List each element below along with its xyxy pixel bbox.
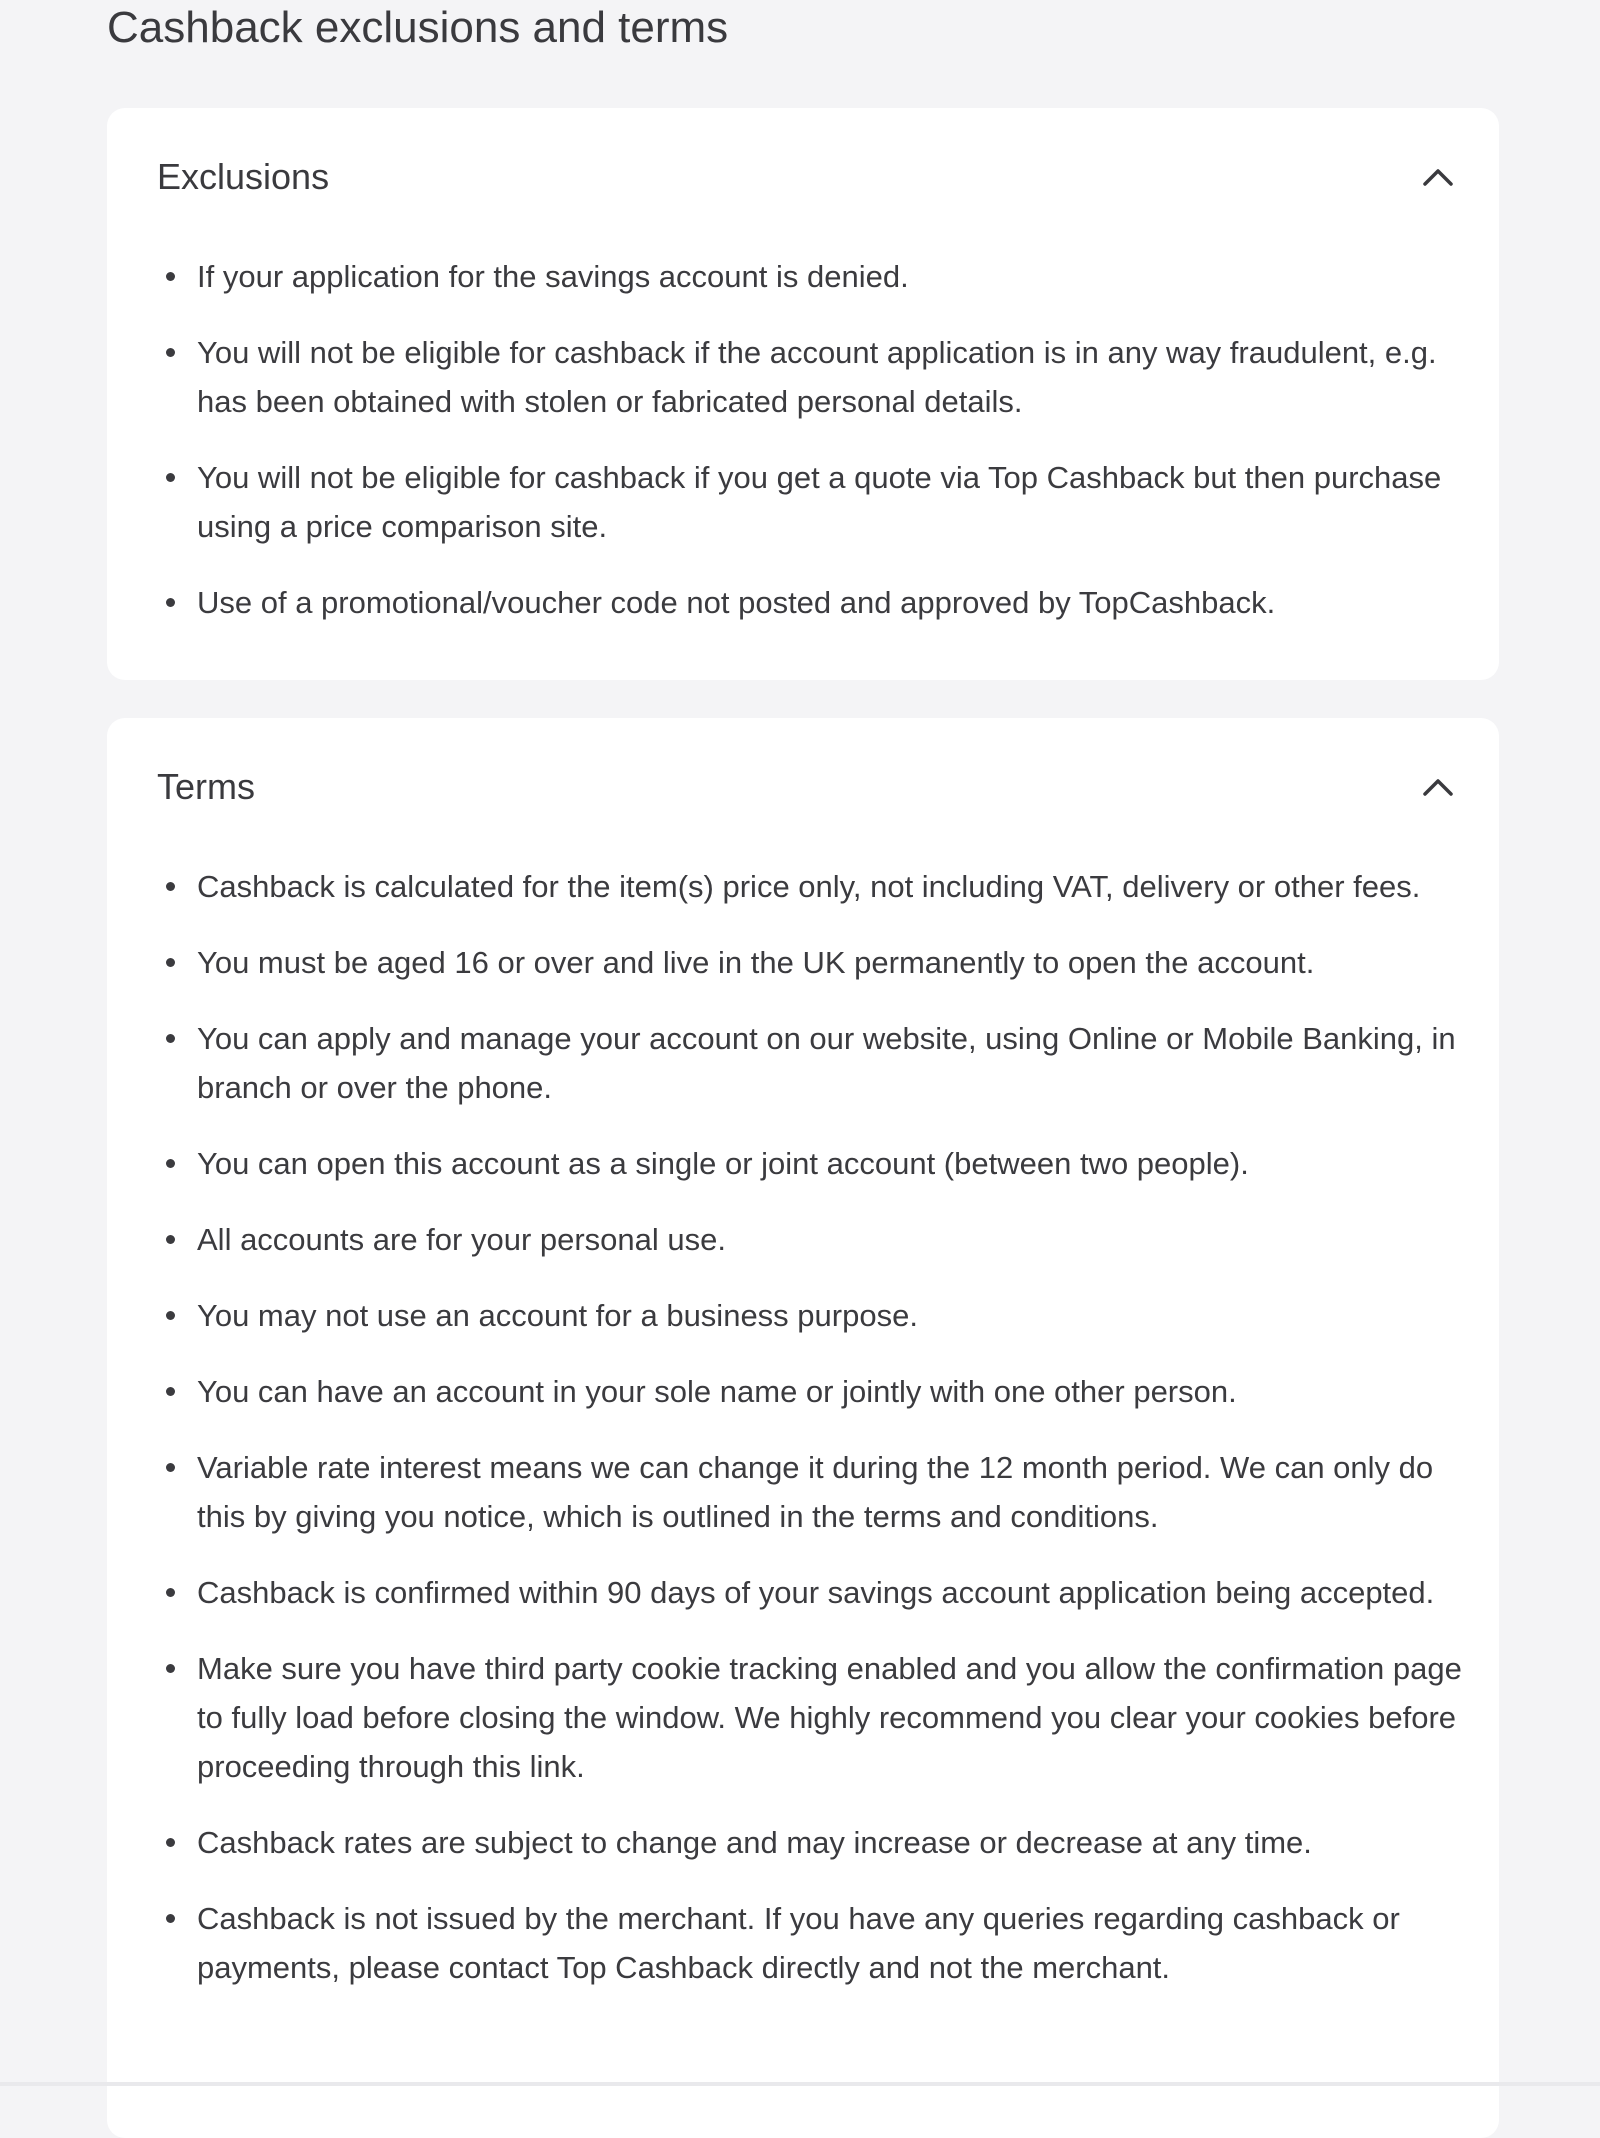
page-title: Cashback exclusions and terms: [107, 3, 729, 52]
terms-title: Terms: [157, 766, 255, 807]
list-item: You can have an account in your sole name or jointly with one other person.: [157, 1367, 1463, 1416]
exclusions-card: [107, 108, 1499, 680]
list-item: You must be aged 16 or over and live in the UK permanently to open the account.: [157, 938, 1463, 987]
terms-card: [107, 718, 1499, 2138]
list-item: You may not use an account for a business purpose.: [157, 1291, 1463, 1340]
list-item: You will not be eligible for cashback if you get a quote via Top Cashback but then purchase using a price comparison site.: [157, 453, 1463, 551]
list-item: Cashback rates are subject to change and may increase or decrease at any time.: [157, 1818, 1463, 1867]
list-item: You will not be eligible for cashback if the account application is in any way fraudulent, e.g. has been obtained with stolen or fabricated personal details.: [157, 328, 1463, 426]
list-item: All accounts are for your personal use.: [157, 1215, 1463, 1264]
list-item: You can open this account as a single or joint account (between two people).: [157, 1139, 1463, 1188]
list-item: Cashback is not issued by the merchant. If you have any queries regarding cashback or payments, please contact Top Cashback directly and not the merchant.: [157, 1894, 1463, 1992]
exclusions-header[interactable]: [157, 152, 1463, 202]
list-item: If your application for the savings account is denied.: [157, 252, 1463, 301]
chevron-up-icon[interactable]: [1413, 762, 1463, 812]
exclusions-list: [157, 252, 1463, 654]
list-item: Cashback is calculated for the item(s) price only, not including VAT, delivery or other fees.: [157, 862, 1463, 911]
list-item: Cashback is confirmed within 90 days of your savings account application being accepted.: [157, 1568, 1463, 1617]
list-item: Make sure you have third party cookie tracking enabled and you allow the confirmation page to fully load before closing the window. We highly recommend you clear your cookies before proceeding through this link.: [157, 1644, 1463, 1791]
terms-header[interactable]: [157, 762, 1463, 812]
terms-list: [157, 862, 1463, 2019]
viewport-bottom-edge: [0, 2082, 1600, 2086]
exclusions-title: Exclusions: [157, 156, 330, 197]
chevron-up-icon[interactable]: [1413, 152, 1463, 202]
list-item: Variable rate interest means we can change it during the 12 month period. We can only do this by giving you notice, which is outlined in the terms and conditions.: [157, 1443, 1463, 1541]
list-item: Use of a promotional/voucher code not posted and approved by TopCashback.: [157, 578, 1463, 627]
list-item: You can apply and manage your account on our website, using Online or Mobile Banking, in branch or over the phone.: [157, 1014, 1463, 1112]
